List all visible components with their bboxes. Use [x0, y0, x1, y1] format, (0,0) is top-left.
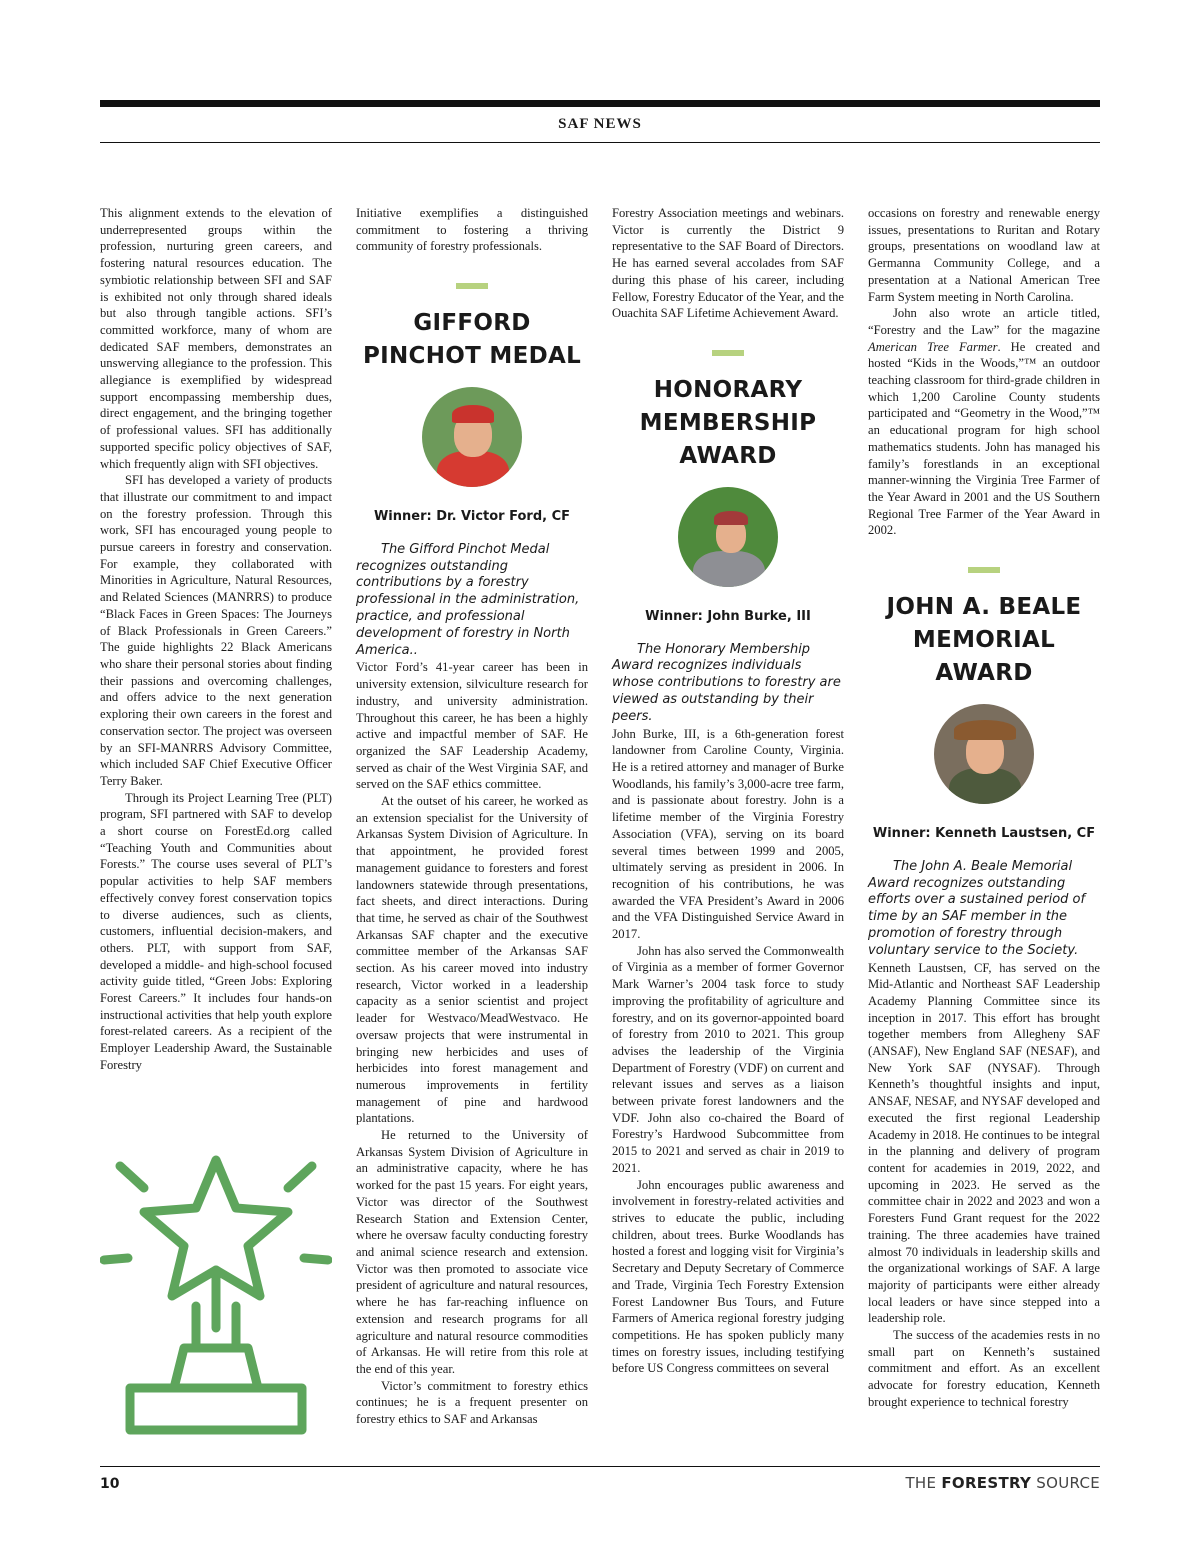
- winner-name: Winner: John Burke, III: [645, 608, 811, 624]
- col4-intro-1: occasions on forestry and renewable energy issues, presentations to Ruritan and Rotary groups, presentations on woodland law at Germanna Community College, and a presentation at a National American Tree Farm System meeting in North Carolina.: [868, 206, 1100, 304]
- award-description: The John A. Beale Memorial Award recognizes outstanding efforts over a sustained period of time by an SAF member in the promotion of forestry through voluntary service to the Society.: [868, 858, 1086, 958]
- col4-intro-2-a: John also wrote an article titled, “Forestry and the Law” for the magazine: [868, 306, 1100, 337]
- accent-dash: [456, 283, 488, 289]
- award-title-honorary-membership: HONORARY MEMBERSHIP AWARD: [639, 376, 817, 469]
- avatar-victor-ford: [422, 387, 522, 487]
- col3-paragraph-1: John Burke, III, is a 6th-generation forest landowner from Caroline County, Virginia. He is a retired attorney and manager of Burke Woodlands, his family’s 3,000-acre tree farm, and is passionate about forestry. John is a lifetime member of the Virginia Forestry Association (VFA), serving on its board several times between 1999 and 2005, ultimately serving as president in 2006. In recognition of his contributions, he was awarded the VFA President’s Award in 2006 and the VFA Distinguished Service Award in 2017.: [612, 726, 844, 942]
- col4-intro-2: [868, 305, 1100, 539]
- col1-paragraph-1: This alignment extends to the elevation of underrepresented groups within the profession, nurturing green careers, and fostering natural resources education. The symbiotic relationship between SFI and SAF is exhibited not only through shared ideals but also through tangible actions. SFI’s committed workforce, many of whom are dedicated SAF members, demonstrates an unswerving allegiance to the profession. This allegiance is exemplified by widespread support encompassing membership dues, direct engagement, and the bringing together of professional values. SFI has additionally supported specific policy objectives of SAF, which frequently align with SFI objectives.: [100, 206, 332, 471]
- col4-paragraph-2: The success of the academies rests in no small part on Kenneth’s sustained commitment and effort. As an excellent advocate for forestry education, Kenneth brought experience to technical forestry: [868, 1328, 1100, 1409]
- magazine-forestry: FORESTRY: [941, 1474, 1032, 1492]
- column-4: [868, 205, 1100, 1411]
- award-title-john-beale: JOHN A. BEALE MEMORIAL AWARD: [886, 594, 1082, 687]
- avatar-kenneth-laustsen: [934, 704, 1034, 804]
- column-1: [100, 205, 332, 1074]
- accent-dash: [968, 567, 1000, 573]
- col1-paragraph-2: SFI has developed a variety of products that illustrate our commitment to and impact on the forestry profession. Through this work, SFI has encouraged young people to pursue careers in forestry and conservation. For example, they collaborated with Minorities in Agriculture, Natural Resources, and Related Sciences (MANRRS) to produce “Black Faces in Green Spaces: The Journeys of Black Professionals in Green Careers.” The guide highlights 22 Black Americans who share their personal stories about finding their passions and overcoming challenges, and offers advice to the next generation exploring their own careers in the forest and conservation sector. The project was overseen by an SFI-MANRRS Advisory Committee, which included SAF Chief Executive Officer Terry Baker.: [100, 473, 332, 788]
- magazine-name: [905, 1474, 1100, 1492]
- column-2: [356, 205, 588, 1428]
- magazine-source: SOURCE: [1036, 1474, 1100, 1492]
- winner-name: Winner: Dr. Victor Ford, CF: [373, 509, 571, 525]
- header-rule: [100, 142, 1100, 143]
- page-number: 10: [100, 1476, 120, 1492]
- gifford-pinchot-award-block: [356, 283, 588, 526]
- column-3: [612, 205, 844, 1377]
- award-description: The Honorary Membership Award recognizes individuals whose contributions to forestry are viewed as outstanding by their peers.: [612, 641, 841, 724]
- winner-name: Winner: Kenneth Laustsen, CF: [872, 826, 1096, 842]
- star-trophy-icon: [100, 1148, 332, 1438]
- header-top-bar: [100, 100, 1100, 107]
- magazine-the: THE: [905, 1474, 937, 1492]
- col3-intro: Forestry Association meetings and webinars. Victor is currently the District 9 representative to the SAF Board of Directors. He has earned several accolades from SAF during this phase of his career, including Fellow, Forestry Educator of the Year, and the Ouachita SAF Lifetime Achievement Award.: [612, 206, 844, 321]
- john-beale-award-block: [868, 567, 1100, 843]
- award-title-gifford-pinchot: GIFFORD PINCHOT MEDAL: [362, 310, 582, 370]
- col2-paragraph-4: Victor’s commitment to forestry ethics continues; he is a frequent presenter on forestry ethics to SAF and Arkansas: [356, 1378, 588, 1427]
- footer-rule: [100, 1466, 1100, 1467]
- accent-dash: [712, 350, 744, 356]
- magazine-title: American Tree Farmer: [868, 339, 998, 354]
- col2-paragraph-3: He returned to the University of Arkansas System Division of Agriculture in an administrative capacity, where he has worked for the past 15 years. For eight years, Victor was director of the Southwest Research Station and Extension Center, where he oversaw faculty conducting forestry and animal science research and extension. Victor was then promoted to associate vice president of agriculture and natural resources, where he has far-reaching influence on extension and research programs for all agriculture and natural resource commodities of Arkansas. He will retire from this role at the end of this year.: [356, 1128, 588, 1376]
- col1-paragraph-3: Through its Project Learning Tree (PLT) program, SFI partnered with SAF to develop a short course on ForestEd.org called “Teaching Youth and Communities about Forests.” The course uses several of PLT’s popular activities to help SAF members effectively convey forest conservation topics to diverse audiences, such as clients, customers, influential decision-makers, and others. PLT, with support from SAF, developed a middle- and high-school focused activity guide titled, “Green Jobs: Exploring Forest Careers.” It includes four hands-on instructional activities that help youth explore forest-related careers. As a recipient of the Employer Leadership Award, the Sustainable Forestry: [100, 790, 332, 1072]
- col3-paragraph-2: John has also served the Commonwealth of Virginia as a member of former Governor Mark Warner’s 2004 task force to study improving the profitability of agriculture and forestry, and on its governor-appointed board of forestry from 2010 to 2021. This group advises the leadership of the Virginia Department of Forestry (VDF) on current and relevant issues and serves as a liaison between private forest landowners and the VDF. John also co-chaired the Board of Forestry’s Hardwood Subcommittee from 2015 to 2021 and served as chair in 2019 to 2021.: [612, 943, 844, 1175]
- col2-intro: Initiative exemplifies a distinguished commitment to fostering a thriving community of forestry professionals.: [356, 206, 588, 254]
- honorary-membership-award-block: [612, 350, 844, 626]
- col4-intro-2-b: . He created and hosted “Kids in the Woods,”™ an outdoor teaching classroom for third-grade children in which 1,200 Caroline County students participated and “Geometry in the Wood,”™ an educational program for high school mathematics students. John has managed his family’s forestlands in an exceptional manner-winning the Virginia Tree Farmer of the Year Award in 2001 and the US Southern Regional Tree Farmer of the Year Award in 2002.: [868, 339, 1100, 538]
- award-description: The Gifford Pinchot Medal recognizes outstanding contributions by a forestry professional in the administration, practice, and professional development of forestry in North America..: [356, 541, 580, 658]
- section-label: SAF NEWS: [558, 116, 642, 132]
- col4-paragraph-1: Kenneth Laustsen, CF, has served on the Mid-Atlantic and Northeast SAF Leadership Academy Planning Committee since its inception in 2017. This effort has brought together members from Allegheny SAF (ANSAF), New England SAF (NESAF), and New York SAF (NYSAF). Through Kenneth’s thoughtful insights and input, ANSAF, NESAF, and NYSAF developed and executed the first regional Leadership Academy in 2018. He continues to be integral in the planning and delivery of program content for academies in 2019, 2022, and upcoming in 2023. He served as the committee chair in 2022 and 2023 and won a Foresters Fund Grant request for the 2022 training. The three academies have trained almost 70 individuals in leadership skills and the organizational workings of SAF. A large majority of participants were either already local leaders or have since stepped into a leadership role.: [868, 960, 1100, 1326]
- col3-paragraph-3: John encourages public awareness and involvement in forestry-related activities and strives to educate the public, including children, about trees. Burke Woodlands has hosted a forest and logging visit for Virginia’s Secretary and Deputy Secretary of Commerce and Trade, Virginia Tech Forestry Extension Forest Landowner Bus Tours, and Future Farmers of America regional forestry judging competitions. He has spoken publicly many times on forestry issues, including testifying before US Congress committees on several: [612, 1177, 844, 1376]
- col2-paragraph-2: At the outset of his career, he worked as an extension specialist for the University of Arkansas System Division of Agriculture. In that appointment, he provided forest management guidance to foresters and forest landowners statewide through presentations, fact sheets, and direct interactions. During that time, he served as chair of the Southwest Arkansas SAF chapter and the executive committee member of the Arkansas SAF section. As his career moved into industry research, Victor worked in a leadership capacity as a senior scientist and project leader for Westvaco/MeadWestvaco. He oversaw projects that were instrumental in bringing new herbicides and uses of herbicides into forest management and numerous improvements in fertility management of pine and hardwood plantations.: [356, 794, 588, 1126]
- col2-paragraph-1: Victor Ford’s 41-year career has been in university extension, silviculture research for industry, and university administration. Throughout this career, he has been a highly active and impactful member of SAF. He organized the SAF Leadership Academy, served as chair of the West Virginia SAF, and served on the SAF ethics committee.: [356, 660, 588, 792]
- avatar-john-burke: [678, 487, 778, 587]
